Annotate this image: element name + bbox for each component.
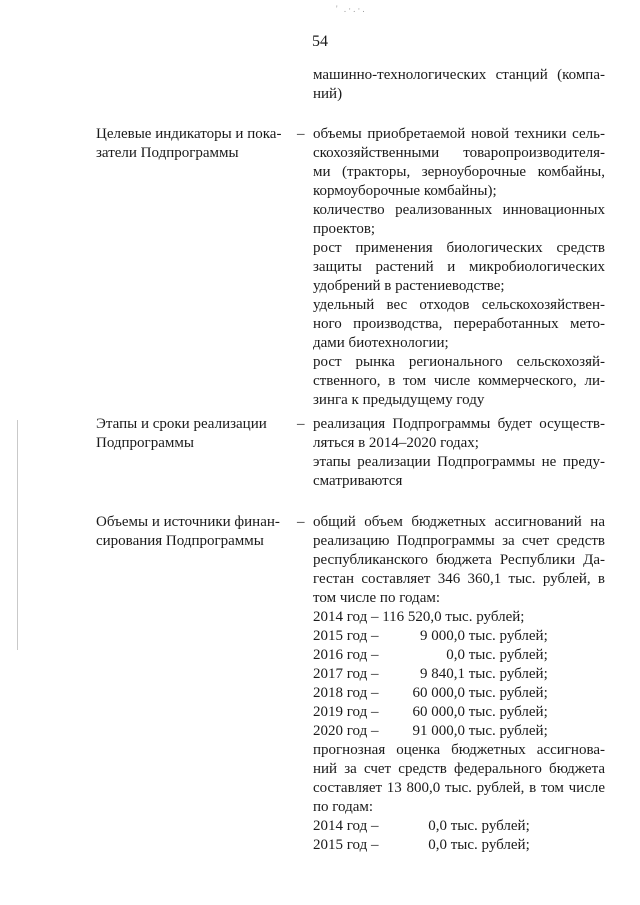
text-line: республиканского бюджета Республики Да- xyxy=(313,552,605,568)
federal-year-row xyxy=(313,836,605,855)
year-amount: 116 520,0 тыс. рублей; xyxy=(382,609,525,625)
year-unit: тыс. рублей; xyxy=(468,628,548,644)
text-line: общий объем бюджетных ассигнований на xyxy=(313,514,605,530)
year-amount: 91 000,0 xyxy=(412,723,465,739)
text-line: том числе по годам: xyxy=(313,590,441,606)
section-content xyxy=(313,415,605,491)
text-line: количество реализованных инновационных xyxy=(313,202,605,218)
text-line: ственного, в том числе коммерческого, ли- xyxy=(313,373,605,389)
republic-year-row xyxy=(313,684,605,703)
year-label: 2014 год – xyxy=(313,818,379,834)
section-dash: – xyxy=(297,514,305,530)
federal-year-row xyxy=(313,817,605,836)
text-line: этапы реализации Подпрограммы не преду- xyxy=(313,454,605,470)
section-dash: – xyxy=(297,126,305,142)
year-label: 2019 год – xyxy=(313,704,379,720)
year-unit: тыс. рублей; xyxy=(468,704,548,720)
label-line: Этапы и сроки реализации xyxy=(96,416,267,432)
text-line: машинно-технологических станций (компа- xyxy=(313,67,605,83)
label-line: Подпрограммы xyxy=(96,435,194,451)
year-label: 2014 год – xyxy=(313,609,379,625)
republic-year-row xyxy=(313,722,605,741)
section-content xyxy=(313,125,605,410)
text-line: ляться в 2014–2020 годах; xyxy=(313,435,479,451)
text-line: ми (тракторы, зерноуборочные комбайны, xyxy=(313,164,605,180)
year-label: 2017 год – xyxy=(313,666,379,682)
scan-edge-line xyxy=(17,420,18,650)
text-line: защиты растений и микробиологических xyxy=(313,259,605,275)
label-line: Объемы и источники финан- xyxy=(96,514,280,530)
republic-year-row xyxy=(313,703,605,722)
text-line: ний) xyxy=(313,86,343,102)
year-unit: тыс. рублей; xyxy=(468,685,548,701)
text-line: реализация Подпрограммы будет осуществ- xyxy=(313,416,605,432)
text-line: ний за счет средств федерального бюджета xyxy=(313,761,605,777)
year-amount: 0,0 xyxy=(428,818,447,834)
year-label: 2020 год – xyxy=(313,723,379,739)
section-label xyxy=(96,125,292,163)
year-unit: тыс. рублей; xyxy=(450,837,530,853)
text-line: кормоуборочные комбайны); xyxy=(313,183,497,199)
year-unit: тыс. рублей; xyxy=(468,723,548,739)
continuation-text xyxy=(313,66,605,104)
page-number: 54 xyxy=(312,33,328,50)
year-label: 2015 год – xyxy=(313,837,379,853)
text-line: прогнозная оценка бюджетных ассигнова- xyxy=(313,742,605,758)
year-label: 2018 год – xyxy=(313,685,379,701)
text-line: дами биотехнологии; xyxy=(313,335,449,351)
text-line: составляет 13 800,0 тыс. рублей, в том числе xyxy=(313,780,605,796)
text-line: зинга к предыдущему году xyxy=(313,392,485,408)
scan-mark: ' .·.·. xyxy=(336,4,367,14)
year-label: 2016 год – xyxy=(313,647,379,663)
text-line: по годам: xyxy=(313,799,374,815)
republic-year-row xyxy=(313,627,605,646)
year-amount: 60 000,0 xyxy=(412,704,465,720)
republic-year-row xyxy=(313,608,605,627)
year-amount: 60 000,0 xyxy=(412,685,465,701)
year-unit: тыс. рублей; xyxy=(468,666,548,682)
text-line: объемы приобретаемой новой техники сель- xyxy=(313,126,605,142)
year-amount: 0,0 xyxy=(428,837,447,853)
text-line: реализацию Подпрограммы за счет средств xyxy=(313,533,605,549)
label-line: затели Подпрограммы xyxy=(96,145,239,161)
republic-year-row xyxy=(313,665,605,684)
year-unit: тыс. рублей; xyxy=(450,818,530,834)
year-unit: тыс. рублей; xyxy=(468,647,548,663)
year-amount: 9 840,1 xyxy=(420,666,465,682)
text-line: скохозяйственными товаропроизводителя- xyxy=(313,145,605,161)
section-label xyxy=(96,415,292,453)
section-dash: – xyxy=(297,416,305,432)
label-line: Целевые индикаторы и пока- xyxy=(96,126,282,142)
section-content xyxy=(313,513,605,855)
year-amount: 0,0 xyxy=(446,647,465,663)
text-line: удобрений в растениеводстве; xyxy=(313,278,505,294)
text-line: ного производства, переработанных мето- xyxy=(313,316,605,332)
section-label xyxy=(96,513,292,551)
text-line: удельный вес отходов сельскохозяйствен- xyxy=(313,297,605,313)
text-line: гестан составляет 346 360,1 тыс. рублей, в xyxy=(313,571,605,587)
text-line: проектов; xyxy=(313,221,376,237)
text-line: сматриваются xyxy=(313,473,403,489)
text-line: рост рынка регионального сельскохозяй- xyxy=(313,354,605,370)
republic-year-row xyxy=(313,646,605,665)
year-amount: 9 000,0 xyxy=(420,628,465,644)
year-label: 2015 год – xyxy=(313,628,379,644)
text-line: рост применения биологических средств xyxy=(313,240,605,256)
label-line: сирования Подпрограммы xyxy=(96,533,264,549)
